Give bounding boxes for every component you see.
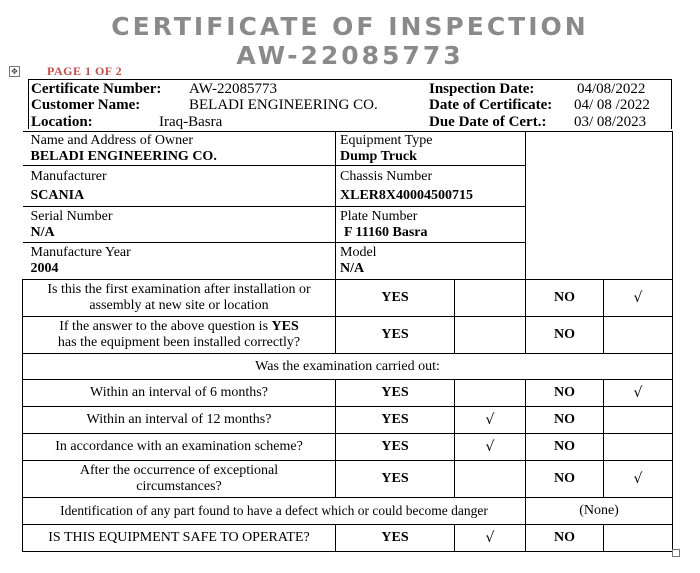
q1-no: NO bbox=[526, 280, 604, 317]
serial-value: N/A bbox=[30, 224, 55, 240]
q3-no: NO bbox=[526, 380, 604, 407]
q2-line2: has the equipment been installed correctly? bbox=[57, 335, 301, 350]
q2-yes-check bbox=[455, 317, 526, 354]
chassis-label: Chassis Number bbox=[340, 168, 433, 184]
cert-number-label: Certificate Number: bbox=[31, 81, 162, 97]
model-cell bbox=[336, 243, 526, 280]
safe-cell: IS THIS EQUIPMENT SAFE TO OPERATE? bbox=[23, 525, 336, 552]
q6-yes-check bbox=[455, 461, 526, 498]
table-resize-handle-icon[interactable] bbox=[672, 549, 680, 557]
q5-yes: YES bbox=[336, 434, 455, 461]
q1-line1: Is this the first examination after installation or bbox=[47, 282, 311, 297]
year-value: 2004 bbox=[30, 261, 59, 276]
owner-value: BELADI ENGINEERING CO. bbox=[30, 148, 217, 164]
table-row bbox=[23, 132, 673, 166]
due-date-value: 03/ 08/2023 bbox=[574, 114, 647, 130]
blank-side-cell bbox=[526, 132, 673, 280]
manufacturer-label: Manufacturer bbox=[30, 168, 107, 184]
q2-line1b: YES bbox=[271, 319, 299, 334]
manufacturer-value: SCANIA bbox=[30, 187, 85, 203]
plate-label: Plate Number bbox=[340, 208, 418, 224]
q5-no: NO bbox=[526, 434, 604, 461]
due-date-label: Due Date of Cert.: bbox=[429, 114, 547, 130]
q4-cell: Within an interval of 12 months? bbox=[23, 407, 336, 434]
table-row bbox=[23, 461, 673, 498]
q5-no-check bbox=[604, 434, 673, 461]
q3-no-check: √ bbox=[604, 380, 673, 407]
year-label: Manufacture Year bbox=[30, 245, 131, 260]
q6-no: NO bbox=[526, 461, 604, 498]
inspection-date-value: 04/08/2022 bbox=[577, 81, 646, 97]
q1-no-check: √ bbox=[604, 280, 673, 317]
page-label: PAGE 1 OF 2 bbox=[47, 64, 123, 78]
q6-line2: circumstances? bbox=[136, 479, 222, 494]
certificate-header bbox=[28, 79, 672, 129]
table-row bbox=[23, 317, 673, 354]
owner-label: Name and Address of Owner bbox=[30, 132, 194, 148]
q1-line2: assembly at new site or location bbox=[89, 298, 269, 313]
table-row bbox=[23, 280, 673, 317]
location-label: Location: bbox=[31, 114, 93, 130]
table-row bbox=[23, 354, 673, 380]
certificate-id-title: AW-22085773 bbox=[236, 41, 464, 70]
table-move-handle-icon[interactable]: ✥ bbox=[9, 66, 20, 77]
q3-yes: YES bbox=[336, 380, 455, 407]
section-heading: Was the examination carried out: bbox=[23, 354, 673, 380]
owner-cell bbox=[23, 132, 336, 166]
defect-value: (None) bbox=[526, 498, 673, 525]
plate-value: F 11160 Basra bbox=[344, 224, 428, 240]
equipment-value: Dump Truck bbox=[340, 148, 417, 164]
inspection-date-label: Inspection Date: bbox=[429, 81, 535, 97]
chassis-value: XLER8X40004500715 bbox=[340, 187, 474, 203]
q5-yes-check: √ bbox=[455, 434, 526, 461]
customer-label: Customer Name: bbox=[31, 97, 141, 113]
inspection-table bbox=[22, 131, 673, 552]
q2-cell bbox=[23, 317, 336, 354]
year-cell bbox=[23, 243, 336, 280]
chassis-cell bbox=[336, 166, 526, 207]
q2-yes: YES bbox=[336, 317, 455, 354]
safe-yes: YES bbox=[336, 525, 455, 552]
q1-yes-check bbox=[455, 280, 526, 317]
q6-no-check: √ bbox=[604, 461, 673, 498]
table-row bbox=[23, 498, 673, 525]
safe-no: NO bbox=[526, 525, 604, 552]
q5-cell: In accordance with an examination scheme? bbox=[23, 434, 336, 461]
q1-yes: YES bbox=[336, 280, 455, 317]
q2-line1a: If the answer to the above question is bbox=[59, 319, 272, 334]
customer-value: BELADI ENGINEERING CO. bbox=[189, 97, 378, 113]
q4-yes: YES bbox=[336, 407, 455, 434]
q6-line1: After the occurrence of exceptional bbox=[79, 463, 279, 478]
manufacturer-cell bbox=[23, 166, 336, 207]
q1-cell bbox=[23, 280, 336, 317]
location-value: Iraq-Basra bbox=[159, 114, 223, 130]
certificate-title: CERTIFICATE OF INSPECTION bbox=[111, 12, 589, 41]
defect-cell: Identification of any part found to have a defect which or could become danger bbox=[23, 498, 526, 525]
model-label: Model bbox=[340, 245, 377, 260]
model-value: N/A bbox=[340, 261, 365, 276]
safe-no-check bbox=[604, 525, 673, 552]
plate-cell bbox=[336, 207, 526, 243]
equipment-label: Equipment Type bbox=[340, 132, 433, 148]
q2-no-check bbox=[604, 317, 673, 354]
table-row bbox=[23, 380, 673, 407]
q6-cell bbox=[23, 461, 336, 498]
equipment-cell bbox=[336, 132, 526, 166]
cert-date-label: Date of Certificate: bbox=[429, 97, 553, 113]
table-row bbox=[23, 525, 673, 552]
q4-yes-check: √ bbox=[455, 407, 526, 434]
table-row bbox=[23, 407, 673, 434]
serial-cell bbox=[23, 207, 336, 243]
q4-no: NO bbox=[526, 407, 604, 434]
q4-no-check bbox=[604, 407, 673, 434]
q2-no: NO bbox=[526, 317, 604, 354]
table-row bbox=[23, 434, 673, 461]
safe-yes-check: √ bbox=[455, 525, 526, 552]
q3-cell: Within an interval of 6 months? bbox=[23, 380, 336, 407]
cert-date-value: 04/ 08 /2022 bbox=[574, 97, 650, 113]
cert-number-value: AW-22085773 bbox=[189, 81, 277, 97]
q3-yes-check bbox=[455, 380, 526, 407]
q6-yes: YES bbox=[336, 461, 455, 498]
serial-label: Serial Number bbox=[30, 208, 113, 224]
